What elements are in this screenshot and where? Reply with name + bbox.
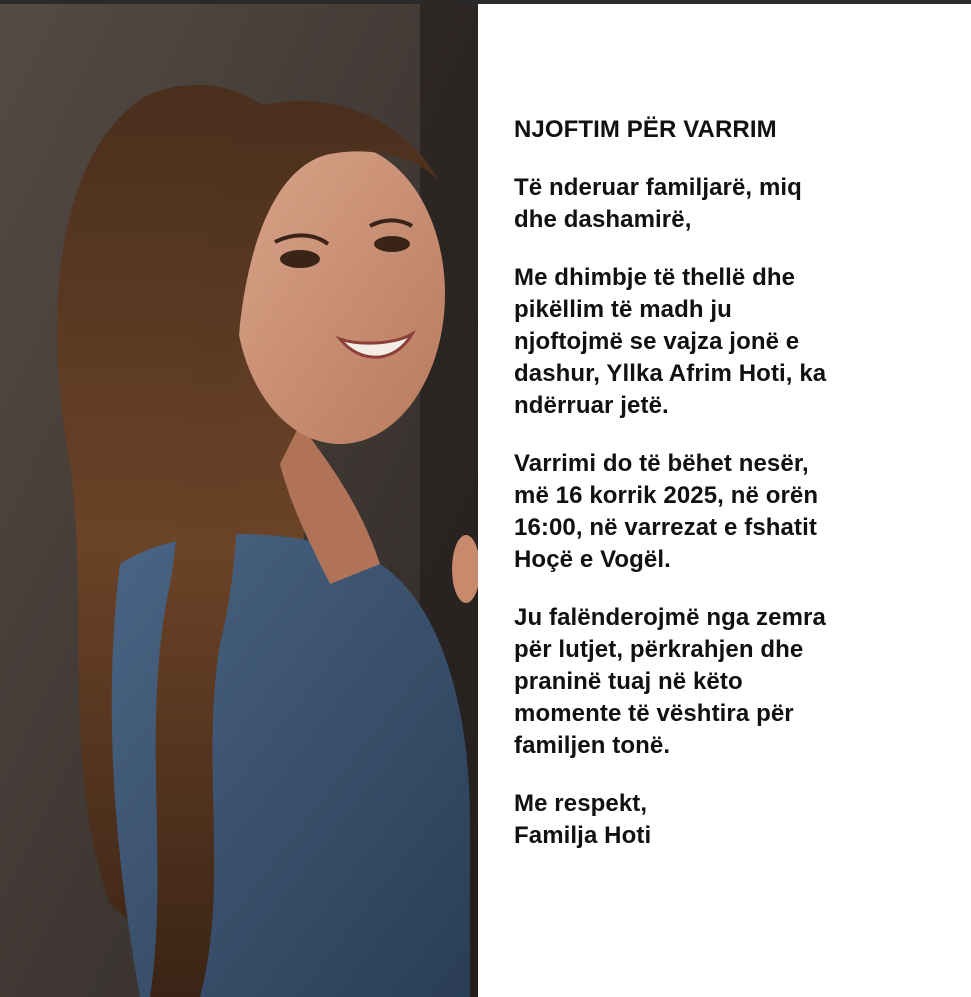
- thanks-line: Ju falënderojmë nga zemra: [514, 604, 826, 631]
- portrait-photo: [0, 4, 478, 997]
- right-eye: [374, 236, 410, 252]
- announcement-paragraph: [514, 262, 954, 422]
- thanks-line: momente të vështira për: [514, 700, 794, 727]
- announcement-line: ndërruar jetë.: [514, 392, 669, 419]
- notice-title: NJOFTIM PËR VARRIM: [514, 116, 777, 143]
- announcement-line: pikëllim të madh ju: [514, 296, 732, 323]
- left-eye: [280, 250, 320, 268]
- funeral-line: Varrimi do të bëhet nesër,: [514, 450, 809, 477]
- signoff-paragraph: [514, 788, 954, 852]
- funeral-line: më 16 korrik 2025, në orën: [514, 482, 819, 509]
- funeral-notice: [514, 114, 954, 852]
- signoff-line: Me respekt,: [514, 790, 648, 817]
- greeting-paragraph: [514, 172, 954, 236]
- funeral-line: Hoçë e Vogël.: [514, 546, 671, 573]
- announcement-line: Me dhimbje të thellë dhe: [514, 264, 796, 291]
- greeting-line: Të nderuar familjarë, miq: [514, 174, 802, 201]
- announcement-line: njoftojmë se vajza jonë e: [514, 328, 800, 355]
- portrait-illustration: [0, 4, 478, 997]
- signoff-family: Familja Hoti: [514, 822, 652, 849]
- funeral-details-paragraph: [514, 448, 954, 576]
- greeting-line: dhe dashamirë,: [514, 206, 692, 233]
- funeral-line: 16:00, në varrezat e fshatit: [514, 514, 817, 541]
- thanks-line: për lutjet, përkrahjen dhe: [514, 636, 804, 663]
- thanks-paragraph: [514, 602, 954, 762]
- thanks-line: familjen tonë.: [514, 732, 671, 759]
- announcement-line: dashur, Yllka Afrim Hoti, ka: [514, 360, 827, 387]
- thanks-line: praninë tuaj në këto: [514, 668, 743, 695]
- notice-panel: [478, 4, 971, 997]
